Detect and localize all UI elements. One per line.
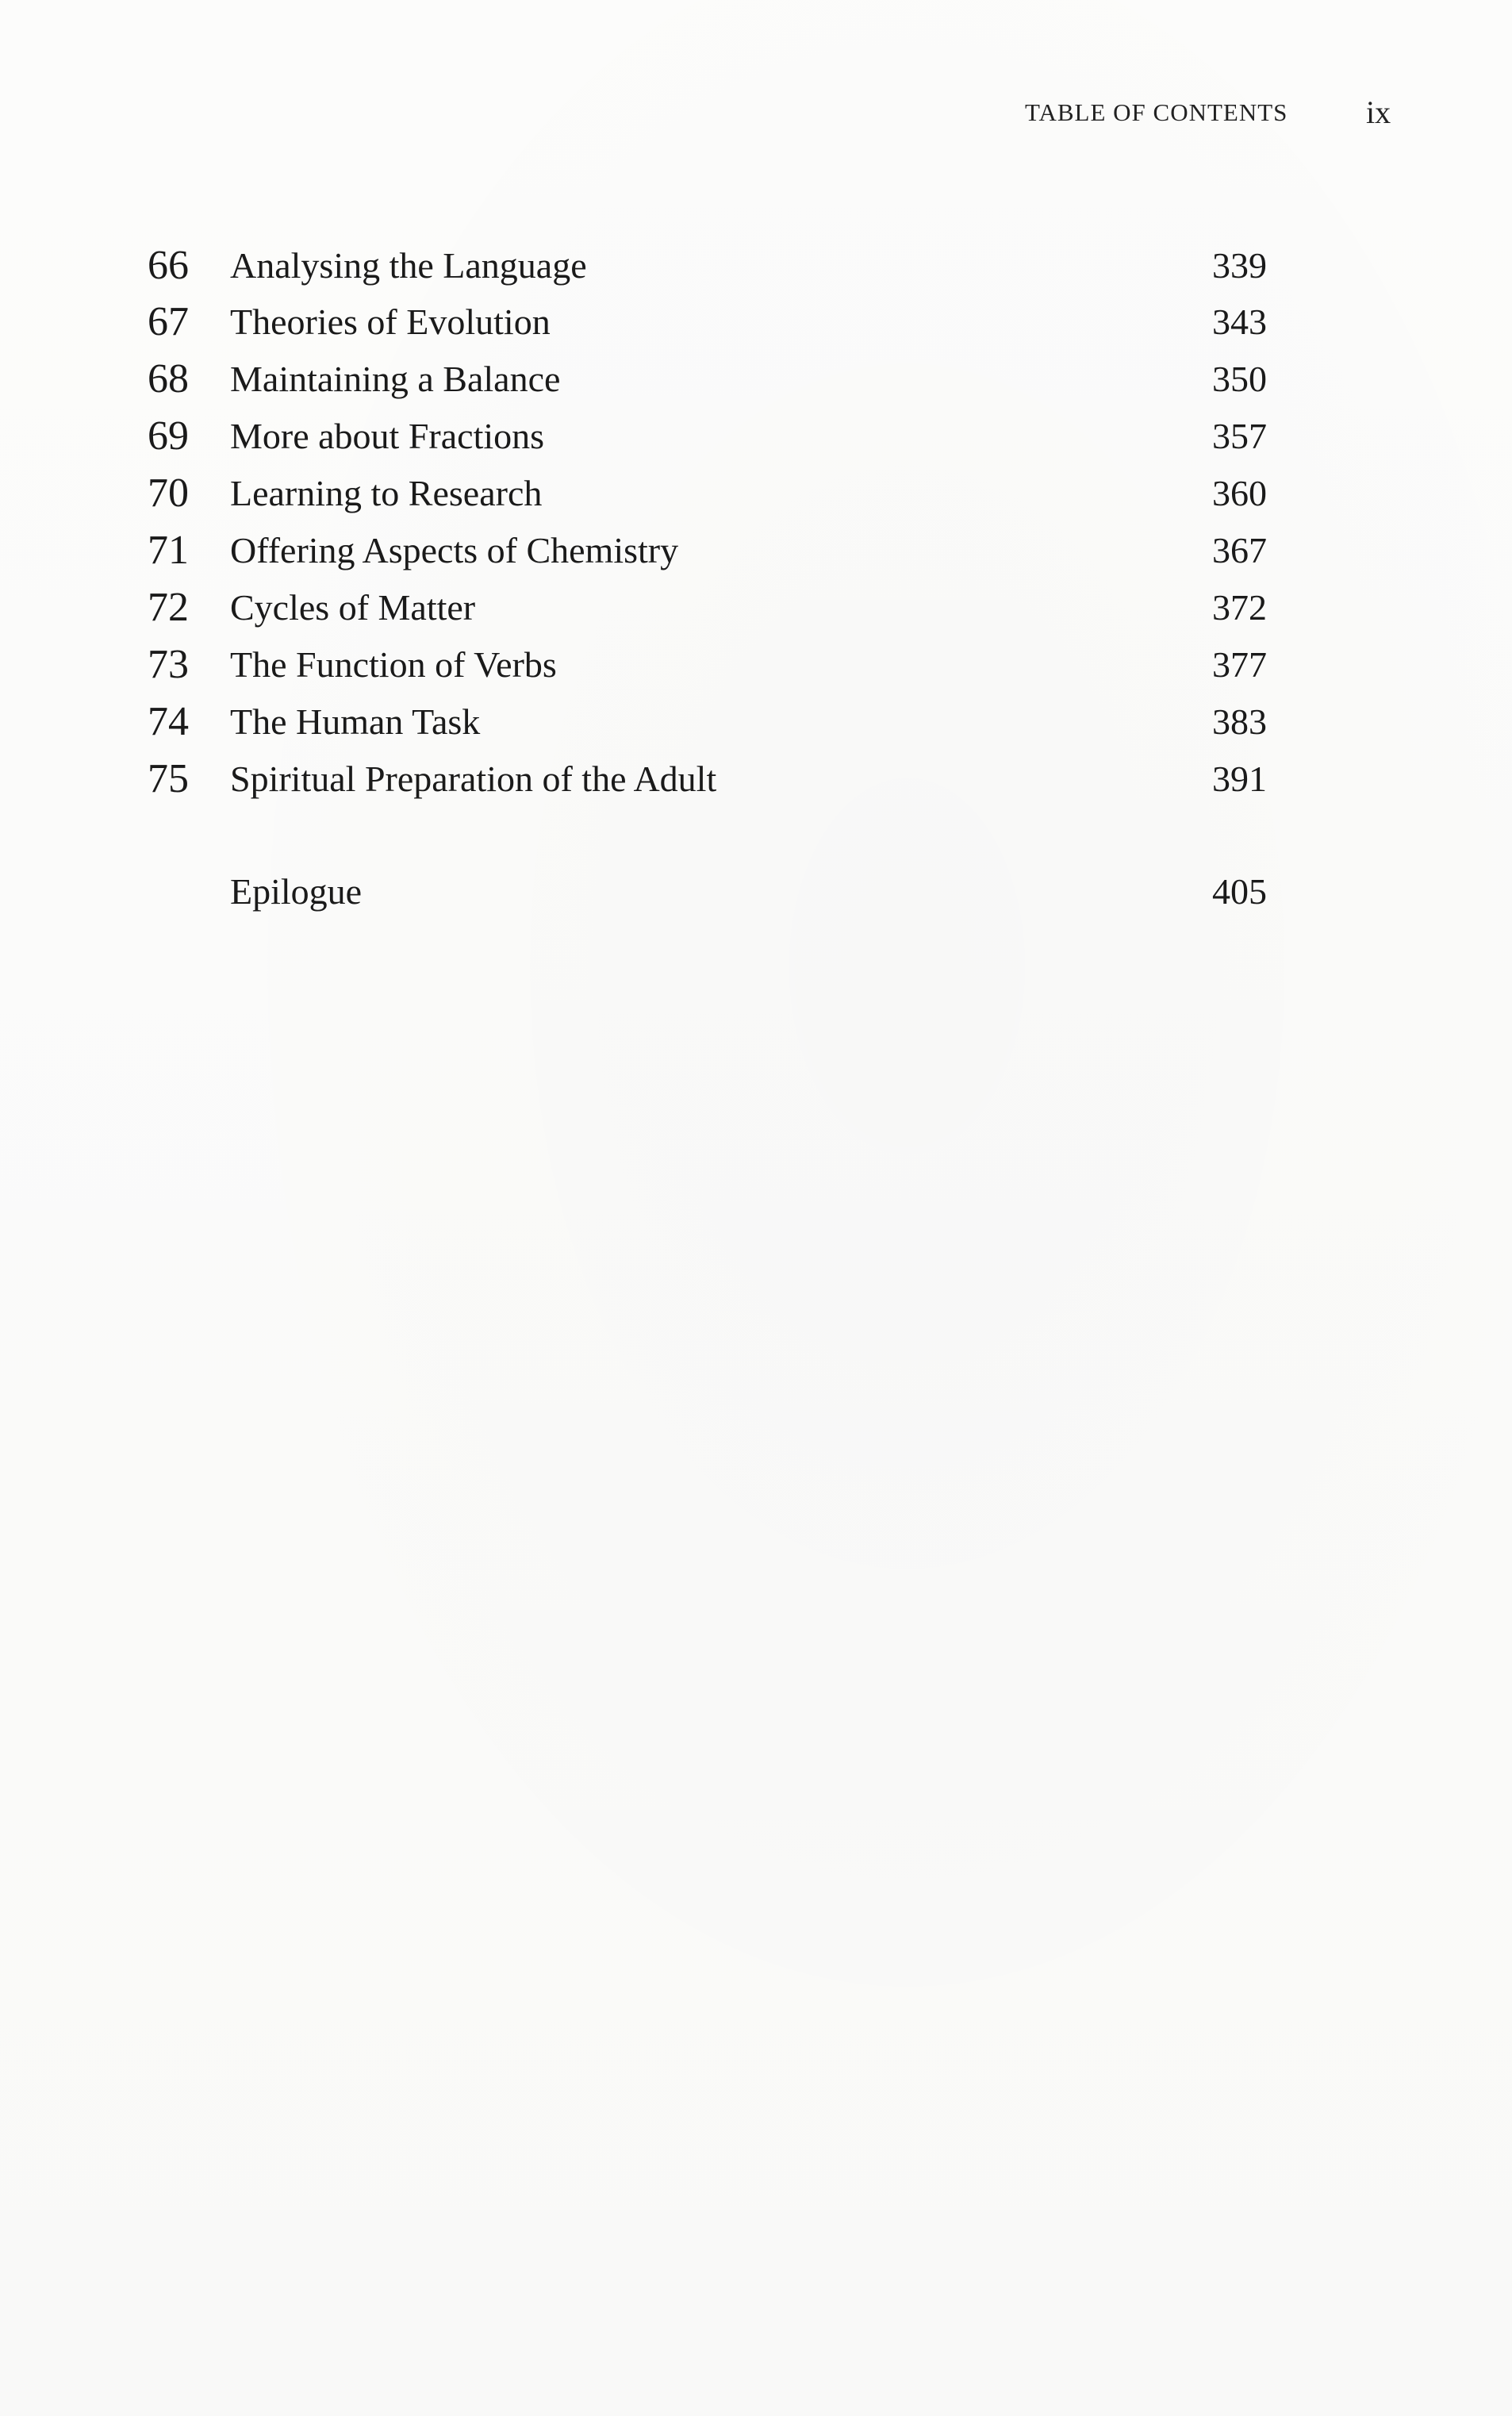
chapter-title: Analysing the Language [230, 245, 587, 286]
chapter-title: Cycles of Matter [230, 587, 476, 628]
toc-entry [0, 466, 1512, 521]
chapter-number: 70 [148, 471, 189, 516]
chapter-page: 339 [1212, 245, 1267, 286]
toc-entry [0, 694, 1512, 750]
chapter-title: The Function of Verbs [230, 644, 557, 685]
chapter-number: 72 [148, 585, 189, 630]
chapter-page: 357 [1212, 416, 1267, 456]
toc-entry [0, 351, 1512, 407]
toc-entry [0, 751, 1512, 807]
chapter-page: 405 [1212, 871, 1267, 912]
toc-entry [0, 523, 1512, 578]
chapter-page: 350 [1212, 359, 1267, 399]
toc-entry [0, 294, 1512, 350]
toc-entry [0, 409, 1512, 464]
chapter-title: Maintaining a Balance [230, 359, 561, 399]
chapter-title: More about Fractions [230, 416, 545, 456]
chapter-page: 383 [1212, 701, 1267, 742]
chapter-title: Offering Aspects of Chemistry [230, 530, 679, 570]
toc-entry-epilogue [0, 864, 1512, 920]
chapter-title: The Human Task [230, 701, 481, 742]
toc-entry [0, 580, 1512, 636]
chapter-number: 69 [148, 413, 189, 459]
chapter-page: 367 [1212, 530, 1267, 570]
chapter-page: 391 [1212, 759, 1267, 799]
chapter-page: 372 [1212, 587, 1267, 628]
chapter-number: 75 [148, 756, 189, 801]
chapter-number: 73 [148, 642, 189, 687]
chapter-title: Epilogue [230, 871, 363, 912]
chapter-number: 66 [148, 243, 189, 288]
chapter-number: 74 [148, 699, 189, 744]
toc-entry [0, 238, 1512, 294]
chapter-title: Spiritual Preparation of the Adult [230, 759, 717, 799]
chapter-page: 343 [1212, 302, 1267, 342]
chapter-title: Learning to Research [230, 473, 543, 513]
chapter-number: 71 [148, 528, 189, 573]
chapter-page: 377 [1212, 644, 1267, 685]
chapter-number: 68 [148, 356, 189, 401]
chapter-title: Theories of Evolution [230, 302, 551, 342]
chapter-page: 360 [1212, 473, 1267, 513]
chapter-number: 67 [148, 299, 189, 344]
page-number: ix [1366, 94, 1391, 130]
toc-entry [0, 637, 1512, 693]
running-head-title: TABLE OF CONTENTS [1025, 98, 1288, 126]
